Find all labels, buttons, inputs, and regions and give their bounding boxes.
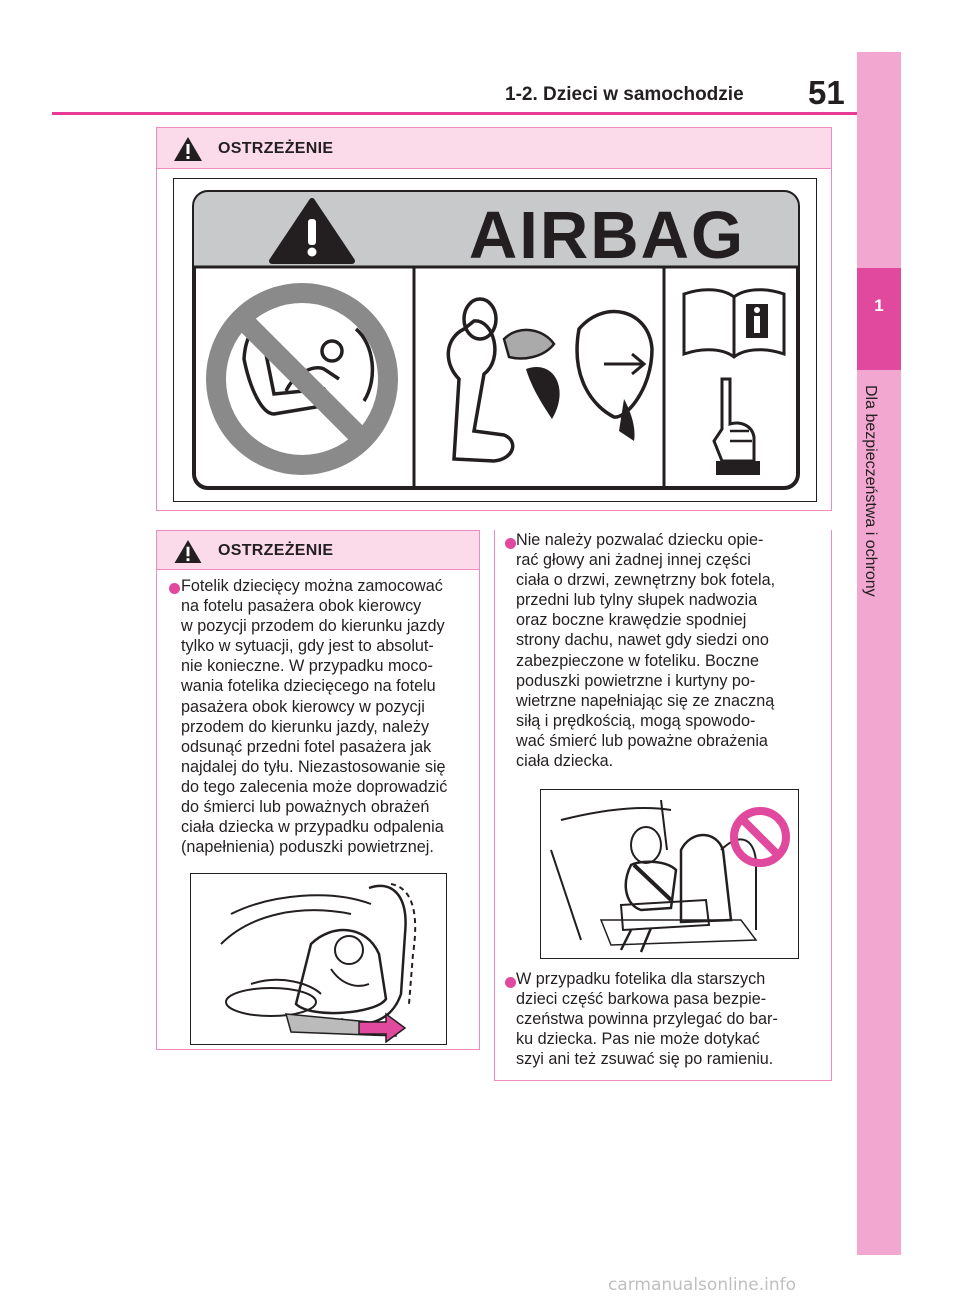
bullet-icon (169, 583, 180, 594)
warning-box-front-seat (156, 530, 480, 1050)
warning-box-airbag (156, 127, 832, 511)
airbag-sticker (173, 178, 817, 502)
page-number: 51 (808, 74, 845, 111)
warning-text: Fotelik dziecięcy można zamocować na fotelu pasażera obok kierowcy w pozycji przodem do kierunku jazdy tylko w sytuacji, gdy jest to absolut- nie konieczne. W przypadku moco- wania fotelika dziecięcego na fotelu pasażera obok kierowcy w pozycji przodem do kierunku jazdy, należy odsunąć przedni fotel pasażera jak najdalej do tyłu. Niezastosowanie się do tego zalecenia może doprowadzić do śmierci lub poważnych obrażeń ciała dziecka w przypadku odpalenia (napełnienia) poduszki powietrznej. (181, 577, 448, 857)
side-tab-bar (857, 52, 901, 1255)
sticker-title: AIRBAG (468, 198, 746, 273)
warning-triangle-icon (173, 539, 203, 564)
chapter-tab[interactable] (857, 268, 901, 370)
chapter-number: 1 (874, 296, 884, 315)
warning-triangle-icon (173, 136, 203, 162)
warning-header (157, 128, 831, 169)
watermark: carmanualsonline.info (607, 1275, 797, 1295)
front-seat-child-seat-illustration (190, 873, 447, 1045)
header-rule (52, 112, 857, 115)
warning-text-1: Nie należy pozwalać dziecku opie- rać głowy ani żadnej innej części ciała o drzwi, zewnętrzny bok fotela, przedni lub tylny słupek nadwozia oraz boczne krawędzie spodniej strony dachu, nawet gdy siedzi ono zabezpieczone w foteliku. Boczne poduszki powietrzne i kurtyny po- wietrzne napełniając się ze znaczną siłą i prędkością, mogą spowodo- wać śmierć lub poważne obrażenia ciała dziecka. (516, 531, 776, 771)
section-title: 1-2. Dzieci w samochodzie (505, 84, 744, 105)
warning-label: OSTRZEŻENIE (218, 542, 334, 559)
warning-box-right (494, 530, 832, 1081)
warning-label: OSTRZEŻENIE (218, 140, 334, 157)
warning-header (157, 531, 479, 570)
warning-text-2: W przypadku fotelika dla starszych dzieci część barkowa pasa bezpie- czeństwa powinna przylegać do bar- ku dziecka. Pas nie może dotykać szyi ani też zsuwać się po ramieniu. (516, 970, 778, 1069)
chapter-title: Dla bezpieczeństwa i ochrony (862, 385, 879, 597)
